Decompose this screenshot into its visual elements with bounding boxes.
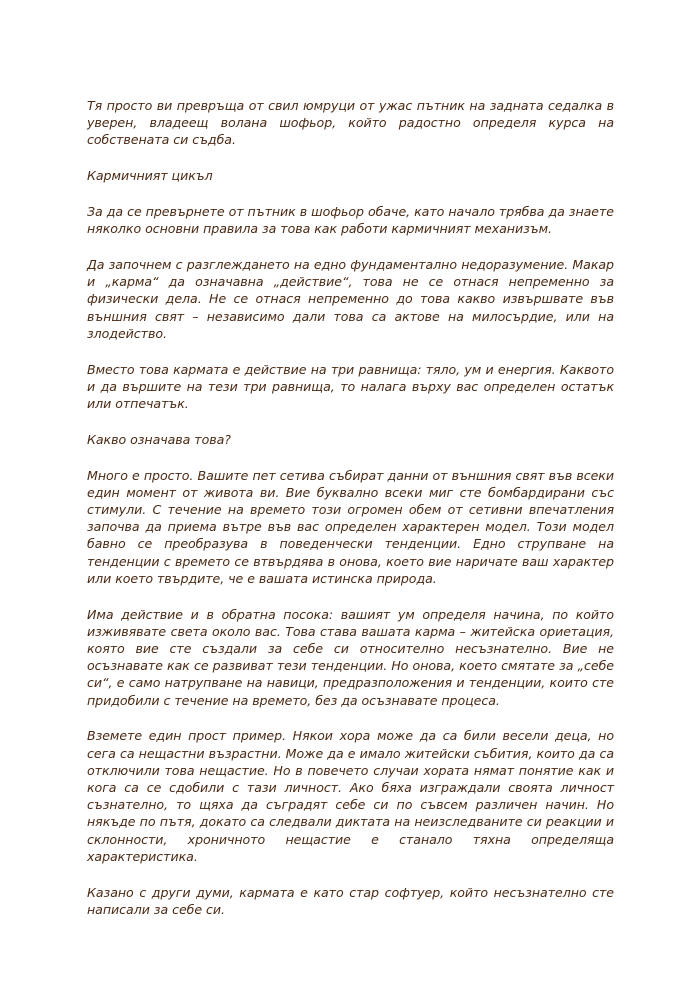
- paragraph-3: Да започнем с разглеждането на едно фундаментално недоразумение. Макар и „карма“ да означавна „действие“, това не се отнася непременно за физически дела. Не се отнася непременно до това какво извършвате във външния свят – независимо дали това са актове на милосърдие, или на злодейство.: [87, 257, 614, 341]
- paragraph-5: Много е просто. Вашите пет сетива събират данни от външния свят във всеки един момент от живота ви. Вие буквално всеки миг сте бомбардирани със стимули. С течение на времето този огромен обем от сетивни впечатления започва да приема вътре във вас определен характерен модел. Този модел бавно се преобразува в поведенчески тенденции. Едно струпване на тенденции с времето се втвърдява в онова, което вие наричате ваш характер или което твърдите, че е вашата истинска природа.: [87, 467, 614, 586]
- paragraph-6: Има действие и в обратна посока: вашият ум определя начина, по който изживявате света около вас. Това става вашата карма – житейска ориетация, която вие сте създали за себе си относително несъзнателно. Вие не осъзнавате как се развиват тези тенденции. Но онова, което смятате за „себе си“, е само натрупване на навици, предразположения и тенденции, които сте придобили с течение на времето, без да осъзнавате процеса.: [87, 606, 614, 708]
- document-body: [87, 97, 614, 937]
- section-heading-karmic-cycle: Кармичният цикъл: [87, 168, 213, 184]
- question-heading: Какво означава това?: [87, 431, 231, 447]
- paragraph-7: Вземете един прост пример. Някои хора може да са били весели деца, но сега са нещастни възрастни. Може да е имало житейски събития, които да са отключили това нещастие. Но в повечето случаи хората нямат понятие как и кога са се сдобили с тази личност. Ако бяха изграждали своята личност съзнателно, то щяха да съградят себе си по съвсем различен начин. Но някъде по пътя, докато са следвали диктата на неизследваните си реакции и склонности, хроничното нещастие е станало тяхна определяща характеристика.: [87, 728, 614, 864]
- paragraph-2: За да се превърнете от пътник в шофьор обаче, като начало трябва да знаете няколко основни правила за това как работи кармичният механизъм.: [87, 204, 614, 237]
- paragraph-4: Вместо това кармата е действие на три равнища: тяло, ум и енергия. Каквото и да вършите на тези три равнища, то налага върху вас определен остатък или отпечатък.: [87, 361, 614, 412]
- paragraph-8: Казано с други думи, кармата е като стар софтуер, който несъзнателно сте написали за себе си.: [87, 884, 614, 917]
- paragraph-1: Тя просто ви превръща от свил юмруци от ужас пътник на задната седалка в уверен, владеещ волана шофьор, който радостно определя курса на собствената си съдба.: [87, 98, 614, 148]
